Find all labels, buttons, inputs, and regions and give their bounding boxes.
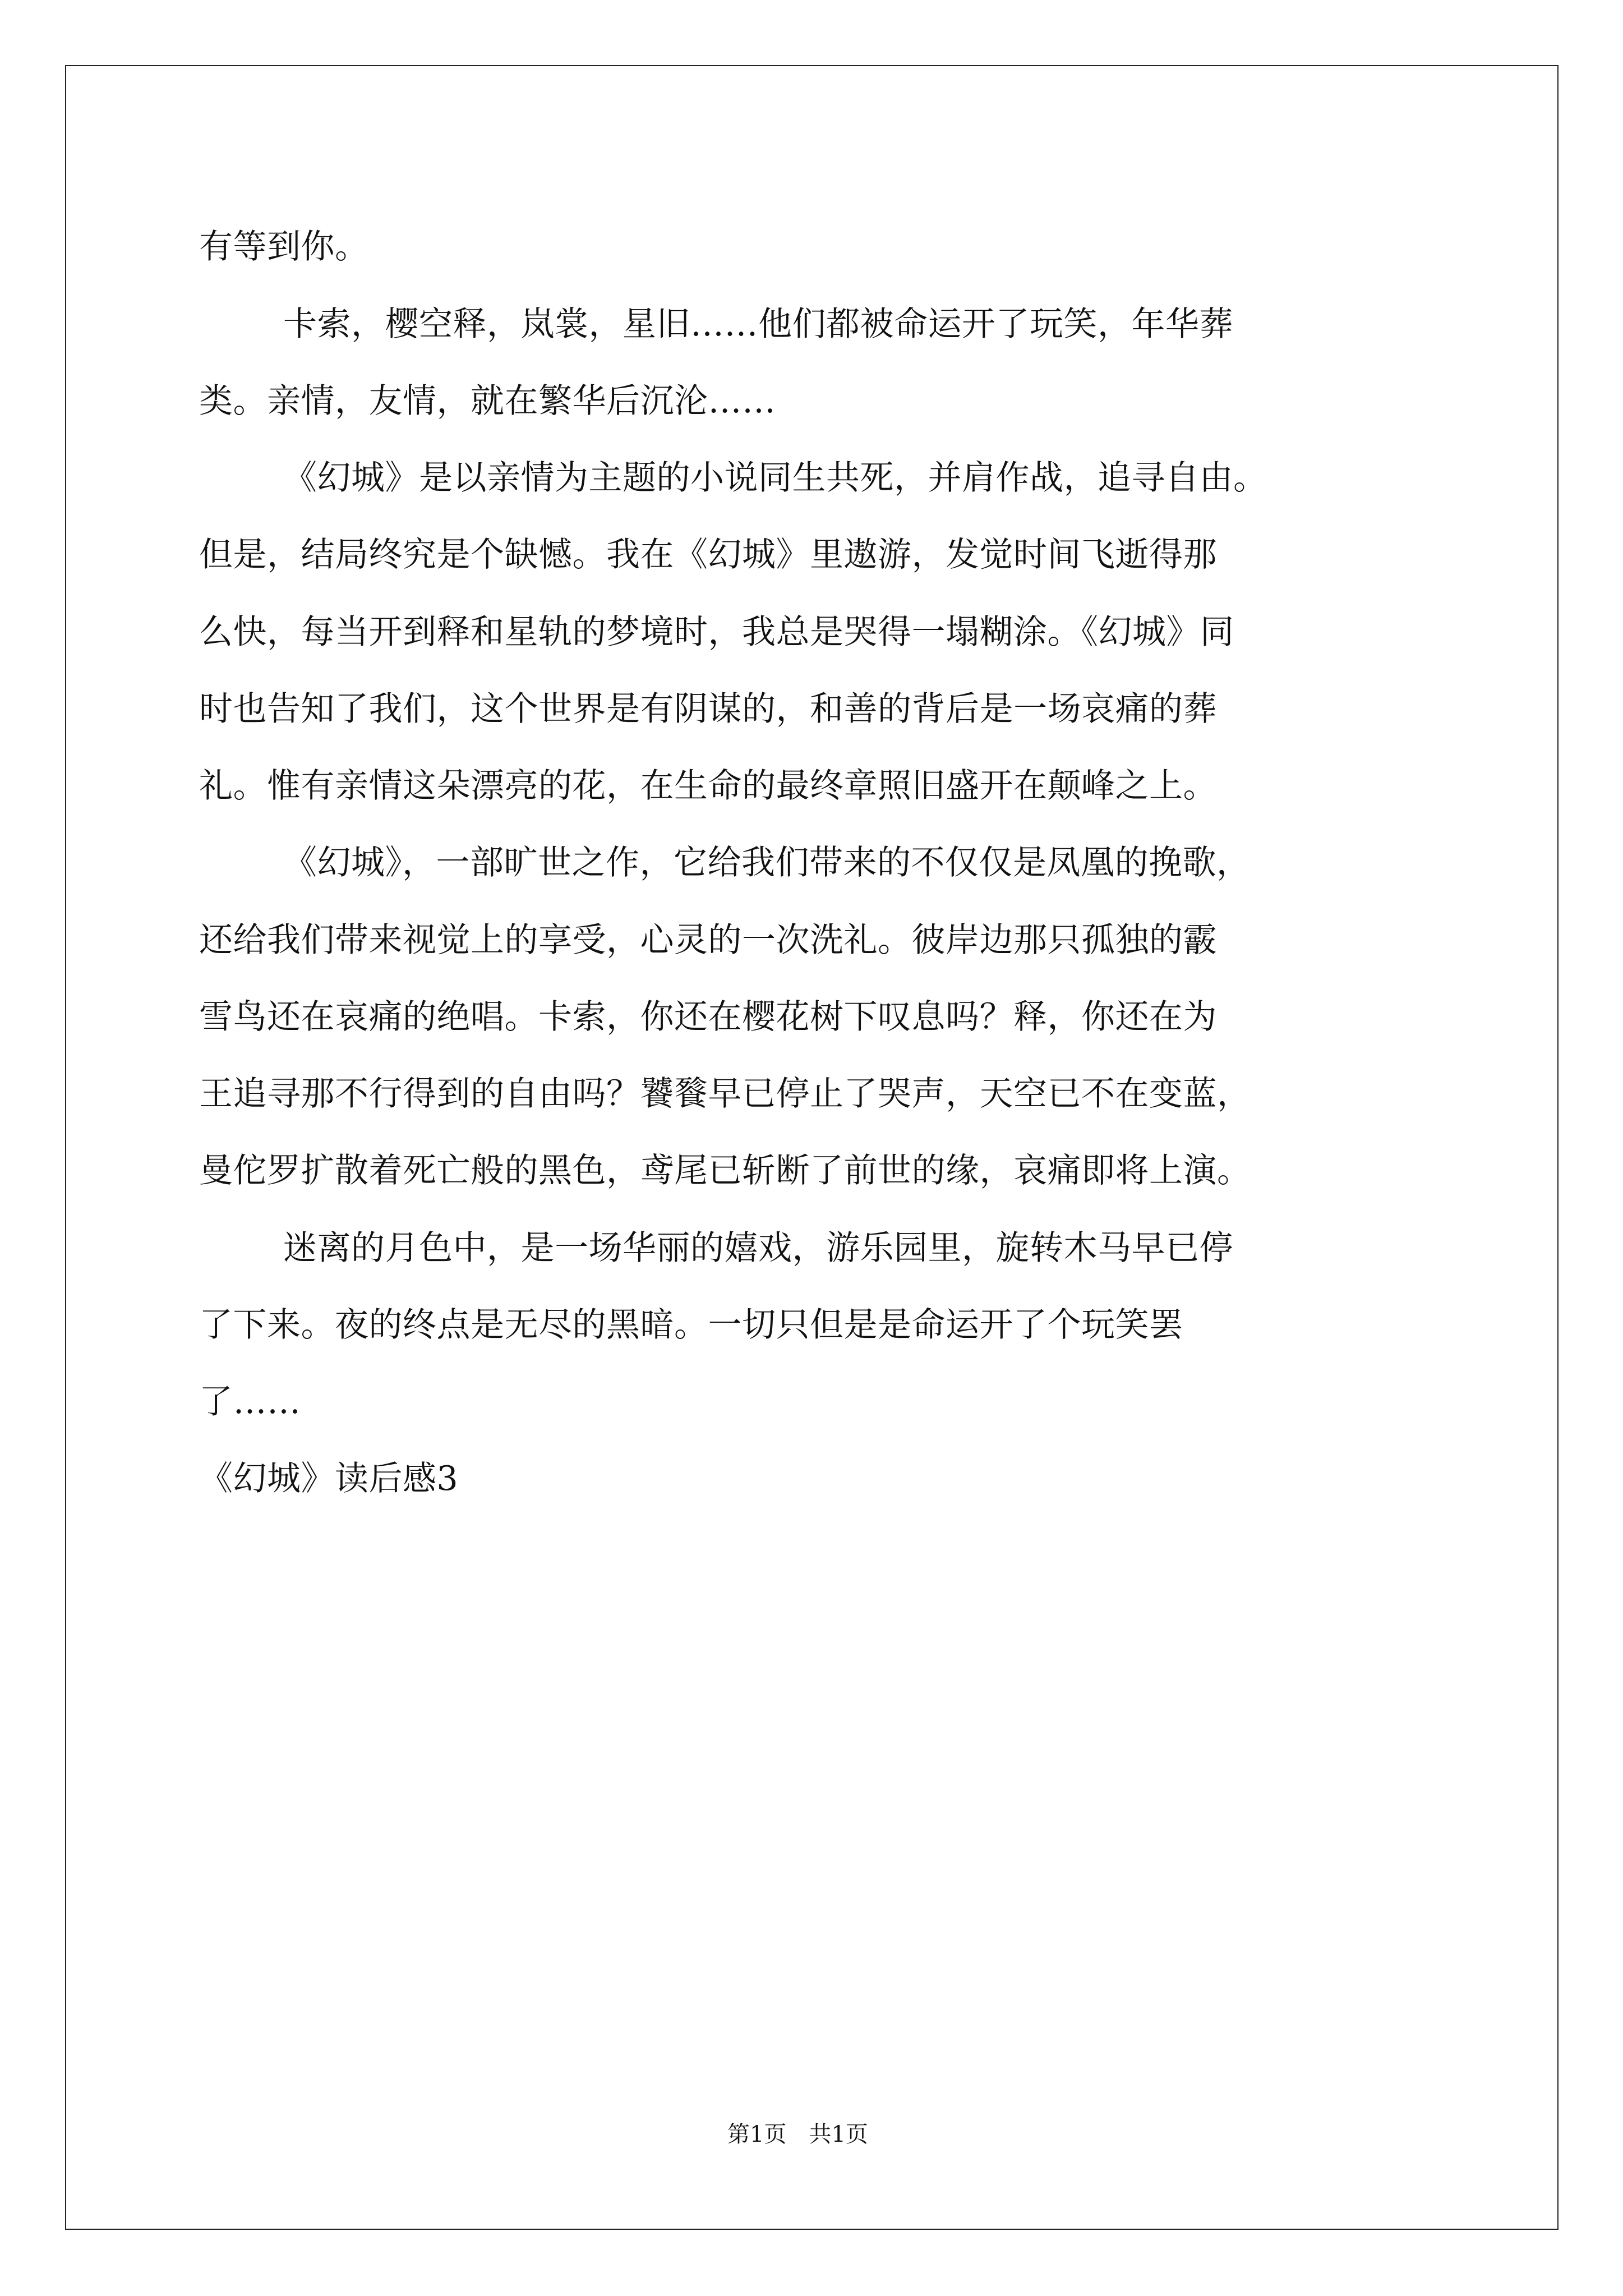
paragraph-first-line: 迷离的月色中，是一场华丽的嬉戏，游乐园里，旋转木马早已停 — [283, 1228, 1233, 1268]
paragraph-first-line: 《幻城》是以亲情为主题的小说同生共死，并肩作战，追寻自由。 — [283, 458, 1267, 498]
page-number: 第1页 共1页 — [727, 2122, 868, 2147]
section-heading: 《幻城》读后感3 — [199, 1459, 459, 1498]
text-line: 王追寻那不行得到的自由吗？饕餮早已停止了哭声，天空已不在变蓝， — [199, 1074, 1251, 1114]
text-line: 了…… — [199, 1382, 301, 1421]
text-line: 有等到你。 — [199, 227, 369, 266]
text-line: 了下来。夜的终点是无尽的黑暗。一切只但是是命运开了个玩笑罢 — [199, 1305, 1183, 1345]
text-line: 么快，每当开到释和星轨的梦境时，我总是哭得一塌糊涂。《幻城》同 — [199, 613, 1234, 652]
paragraph-first-line: 《幻城》，一部旷世之作，它给我们带来的不仅仅是凤凰的挽歌， — [283, 843, 1251, 882]
text-line: 但是，结局终究是个缺憾。我在《幻城》里遨游，发觉时间飞逝得那 — [199, 535, 1217, 574]
text-line: 曼佗罗扩散着死亡般的黑色，鸢尾已斩断了前世的缘，哀痛即将上演。 — [199, 1151, 1251, 1190]
paragraph-first-line: 卡索，樱空释，岚裳，星旧……他们都被命运开了玩笑，年华葬 — [283, 305, 1233, 344]
text-line: 类。亲情，友情，就在繁华后沉沦…… — [199, 381, 776, 421]
text-line: 礼。惟有亲情这朵漂亮的花，在生命的最终章照旧盛开在颠峰之上。 — [199, 766, 1217, 806]
text-line: 雪鸟还在哀痛的绝唱。卡索，你还在樱花树下叹息吗？释，你还在为 — [199, 997, 1217, 1037]
text-line: 时也告知了我们，这个世界是有阴谋的，和善的背后是一场哀痛的葬 — [199, 689, 1217, 729]
text-line: 还给我们带来视觉上的享受，心灵的一次洗礼。彼岸边那只孤独的霰 — [199, 921, 1217, 960]
